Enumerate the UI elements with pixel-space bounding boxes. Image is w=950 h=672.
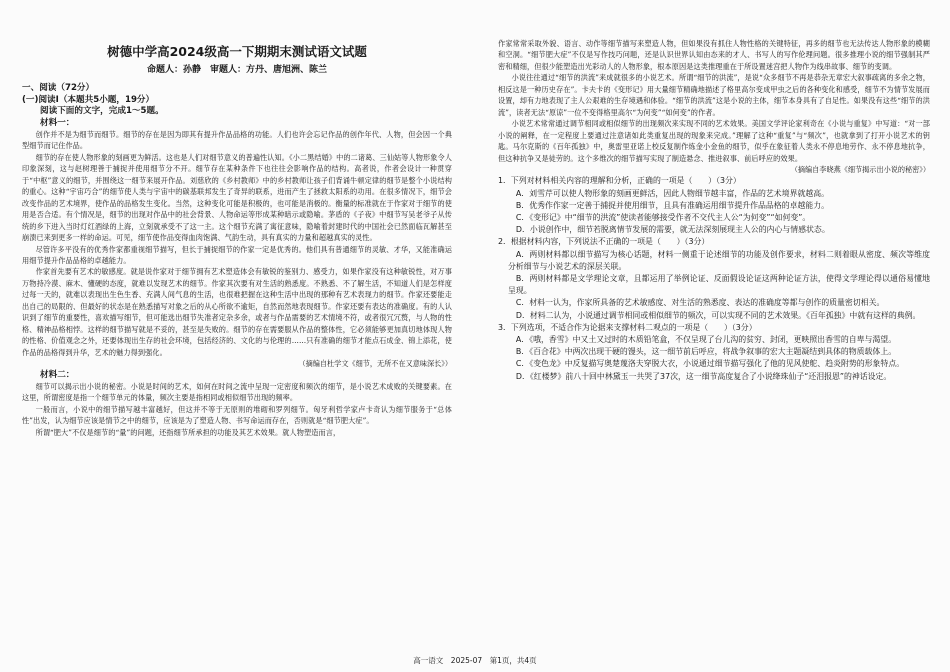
question-1-option-b: B．优秀作作家一定善于捕捉并使用细节，且具有准确运用细节提升作品品格的卓越能力。 [515,200,830,210]
question-3-option-b: B．《百合花》中两次出现干硬的馒头，这一细节前后呼应，将战争叙事的宏大主题凝结到具体的物质载体上。 [515,347,897,357]
left-column [22,38,452,438]
exam-authors: 命题人：孙静 审题人：方丹、唐旭洲、陈兰 [146,65,327,75]
exam-title: 树德中学高2024级高一下期期末测试语文试题 [107,44,367,59]
material-one-source: （摘编自杜学文《细节，无所不在又意味深长》） [298,359,452,369]
right-column [498,38,930,383]
material-two-label: 材料二： [40,369,75,380]
material-two-paragraph: 细节可以揭示出小说的秘密。小说是时间的艺术，如何在时间之流中呈现一定密度和频次的细节，是小说艺术成败的关键要素。在这里，所谓密度是指一个细节单元的体量，频次主要是指相同或相似细节出现的频率。 [22,382,452,403]
material-one-paragraph: 细节的存在使人物形象的刻画更为鲜活。这也是人们对细节意义的普遍性认知。《小二黑结婚》中的二诸葛、三仙姑等人物形象令人印象深刻，这与赵树理善于捕捉并使用细节分不开。细节存在某种条件下也往往会影响作品的结构。高者说，作者会设计一种贯穿于“中枢”意义的细节，并围绕这一细节来展开作品。刘慈欣的《乡村教师》中的乡村教师让孩子们背诵牛顿定律的细节是整个小说结构的重心。这种“宇宙巧合”的细节使人类与宇宙中的碳基联邦发生了奇异的联系，进而产生了拯救太阳系的功用。在很多情况下，细节会改变作品的艺术境界，使作品的品格发生变化。当然，这种变化可能是积极的，也可能是消极的。衡量的标准就在于作家对于细节的使用是否合适。有个情况是，细节的出现对作品中的社会背景、人物命运等形成某种暗示或隐喻。茅盾的《子夜》中细节写吴老爷子从传统的乡下进入当时灯红酒绿的上海，立刻就承受不了这一主。这个细节充满了寓征意味，隐喻着封建时代的中国社会已然面临瓦解甚至崩溃已来到更多一样的命运。可见，细节使作品变得血肉饱满、气韵生动，具有真实的力量和超越真实的灵性。 [22,152,452,243]
material-one-paragraph: 作家首先要有艺术的敏感度。就是说作家对于细节拥有艺术塑造体会有敏锐的鉴别力、感受力，如果作家没有这种敏锐性，对万事万物持冷漠、麻木、懂硬的态度，就难以发现艺术的细节。作家其次要有对生活的熟悉度。不熟悉、不了解生活，不知道人们是怎样度过每一天的，就难以表现出生色生香、充满人间气息的生活，也很难把握在这种生活中出现的那种有艺术表现力的细节。作家还要能走出自己的局限的、但最好的状态是在熟悉描写对象之后的从心所欲不逾矩，自然而然地表现细节。作家还要有表达的准确度。有的人认识到了细节的重要性，喜欢描写细节，但可能选出细节失准者定杂多余，或者与作品需要的艺术情境不符，或者很冗冗赘，与人物的性格、精神品格相悖。这样的细节描写就是不妥的，甚至是失败的。细节的存在需要服从作品的整体性，它必须能够更加真切地体现人物的性格、价值观念之外，还要体现出生存的社会环境，包括经济的、文化的与伦理的……只有准确的细节才能点石成金、锦上添花，使作品的品格得到升华，艺术的魅力得到强化。 [22,267,452,357]
material-two-paragraph: 小说艺术常常通过调节相同或相似细节的出现频次来实现不同的艺术效果。美国文学评论家利奇在《小说与重复》中写道：“对一部小说的阐释，在一定程度上要通过注意诸如此类重复出现的现象来完成。”理解了这种“重复”与“频次”，也就拿到了打开小说艺术的钥匙。马尔克斯的《百年孤独》中，奥雷里亚诺上校反复制作炼金小金鱼的细节，似乎在象征着人类永不停息地劳作、永不停息地抗争，但这种抗争又是徒劳的。这个多维次的细节描写实现了制造悬念、推进叙事、前后呼应的效果。 [498,119,930,163]
material-one-paragraph: 尽管许多平没有的优秀作家都重视细节描写，但长于捕捉细节的作家一定是优秀的。他们具有普通细节的灵敏、才华，又能准确运用细节提升作品品格的卓越能力。 [22,244,452,265]
material-two-paragraph: 所谓“肥大”不仅是细节的“量”的问题，还指细节所承担的功能及其艺术效果。就人物塑造而言， [35,427,341,437]
material-two-paragraph: 一般而言，小说中的细节描写越丰富越好，但这并不等于无原则的堆砌和罗列细节。匈牙利哲学家卢卡奇认为细节服务于“总体性”出发，认为细节应该是情节之中的细节，应该是为了塑造人物、书写命运而存在，否则就是“细节肥大症”。 [22,404,452,426]
material-two-source: （摘编自李晓燕《细节揭示出小说的秘密》） [790,164,930,174]
question-2-stem: 2．根据材料内容，下列说法不正确的一项是（ ）（3分） [498,237,710,247]
question-2-option-b: B．两则材料都是文学理论文章，且都运用了举例论证、反面假设论证这两种论证方法，使得文学理论得以通俗易懂地呈现。 [508,274,930,296]
material-one-paragraph: 创作并不是为细节而细节。细节的存在是因为即其有提升作品品格的功能。人们也许会忘记作品的创作年代、人物，但会因一个典型细节而记住作品。 [22,130,452,151]
page-footer: 高一语文 2025-07 第1页，共4页 [413,656,537,665]
question-3-option-d: D．《红楼梦》前八十回中林黛玉一共哭了37次，这一细节高度复合了小说绛珠仙子“还泪报恩”的神话设定。 [515,371,892,381]
question-3-option-c: C．《变色龙》中反复描写奥楚蔑洛夫穿脱大衣，小说通过细节描写强化了他的见风使舵、趋炎附势的形象特点。 [515,359,905,369]
material-two-paragraph: 小说往往通过“细节的洪流”来成就很多的小说艺术。所谓“细节的洪流”，是说“众多细节不再是恭杂无章宏大叙事疏离的多余之物，相反这是一种历史存在”。卡夫卡的《变形记》用大量细节精确地描述了格里高尔变成甲虫之后的各种变化和感受，细节不为情节发展而设置，却有力地表现了主人公艰难的生存境遇和体验。“细节的洪流”这是小说的主体，细节本身具有了自足性。如果没有这些“细节的洪流”，读者无法“原谅”一位不变得格里高尔“为何变”“如何变”的作者。 [498,73,930,117]
material-two-paragraph: 作家常常采取外貌、语言、动作等细节描写来塑造人物，但如果没有抓住人物性格的关键特征，再多的细节也无法传达人物形象的模糊和空洞。“细节肥大症”不仅是写作技巧问题，还是认识世界认知由态来的才人、书写人的写作伦理问题。很多推理小说的细节强制其严密和精细，但很少能塑造出光彩动人的人物形象，根本原因是这类推理重在于所设置迷宫把人物作为线串故事、细节的变调。 [498,39,930,71]
question-2-option-c: C．材料一认为，作家所具备的艺术敏感度、对生活的熟悉度、表达的准确度等都与创作的质量密切相关。 [515,298,885,308]
question-1-option-a: A．刘雪芹可以使人物形象的刻画更鲜活，因此人物细节越丰富，作品的艺术境界就越高。 [515,188,830,198]
question-2-option-a: A．两则材料都以细节描写为核心话题，材料一侧重于论述细节的功能及创作要求，材料二则着眼从密度、频次等维度分析细节与小说艺术的深层关联。 [508,249,930,271]
question-1-option-d: D．小说创作中，细节若脱离情节发展的需要，就无法深刻展现主人公的内心与情感状态。 [515,225,830,235]
question-3-option-a: A．《哦，香雪》中又土又过时的木质铅笔盒，不仅呈现了台儿沟的贫穷、封闭，更映照出香雪的自卑与渴望。 [515,335,897,345]
question-1-stem: 1．下列对材料相关内容的理解和分析，正确的一项是（ ）（3分） [498,176,741,186]
question-1-option-c: C．《变形记》中“细节的洪流”使读者能够接受作者不交代主人公“为何变”“如何变”。 [515,213,811,223]
material-one-label: 材料一： [40,117,75,128]
question-3-stem: 3．下列选项，不适合作为论据来支撑材料二观点的一项是（ ）（3分） [498,322,757,332]
section-heading: 一、阅读（72分） [22,83,95,93]
question-2-option-d: D．材料二认为，小说通过调节相同或相似细节的频次，可以实现不同的艺术效果。《百年孤独》中就有这样的典例。 [515,310,921,320]
subsection-heading: (一)阅读Ⅰ（本题共5小题，19分） [22,94,155,105]
reading-instruction: 阅读下面的文字，完成1～5题。 [40,106,164,116]
